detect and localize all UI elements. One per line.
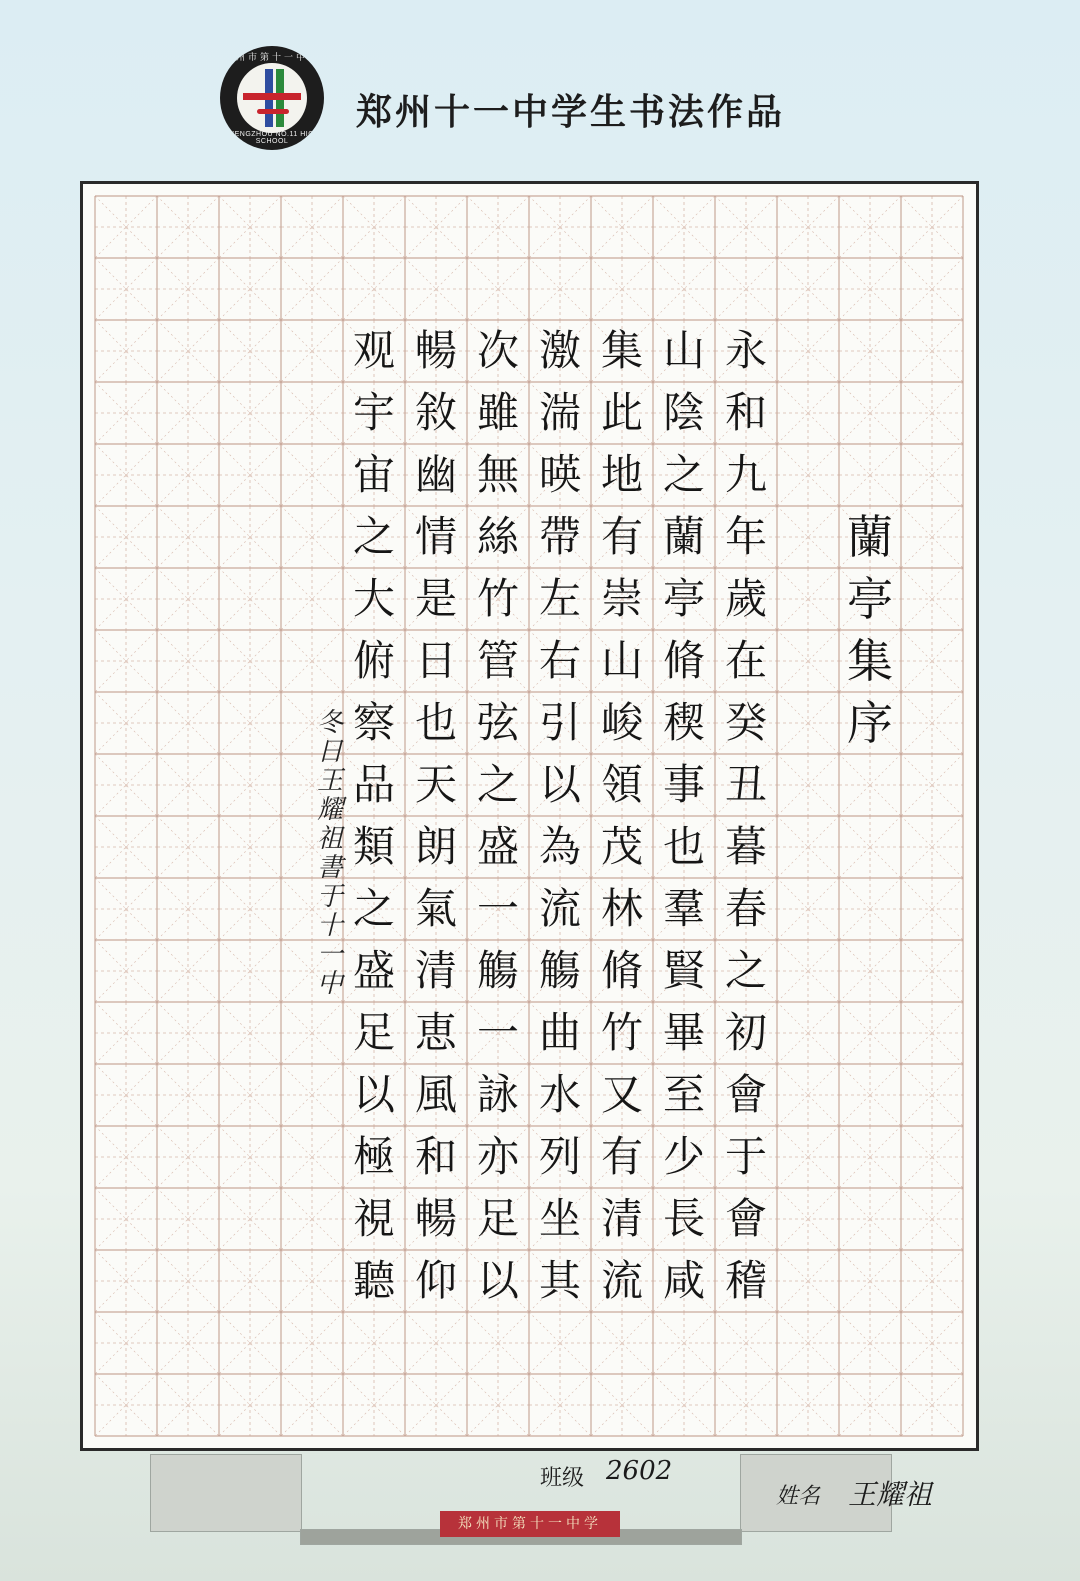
text-char: 列 — [538, 1132, 581, 1181]
gate-sign: 郑州市第十一中学 — [440, 1511, 620, 1537]
text-char: 會 — [724, 1070, 767, 1119]
text-char: 和 — [414, 1132, 457, 1181]
text-char: 永 — [724, 326, 767, 375]
text-char: 林 — [600, 884, 643, 933]
name-label: 姓名 — [776, 1484, 821, 1509]
text-char: 宙 — [352, 450, 395, 499]
text-char: 帶 — [538, 512, 581, 561]
text-char: 盛 — [476, 822, 519, 871]
text-char: 暢 — [414, 326, 457, 375]
logo-text-bottom: ZHENGZHOU NO.11 HIGH SCHOOL — [224, 131, 320, 145]
signature-char: 耀 — [316, 795, 343, 825]
calligraphy-sheet — [80, 181, 979, 1451]
text-char: 類 — [352, 822, 395, 871]
class-value: 2602 — [606, 1456, 673, 1486]
text-char: 癸 — [724, 698, 767, 747]
text-char: 竹 — [600, 1008, 643, 1057]
text-char: 管 — [476, 636, 519, 685]
text-char: 恵 — [414, 1008, 457, 1057]
title-char: 蘭 — [847, 510, 893, 564]
text-char: 也 — [662, 822, 705, 871]
text-char: 于 — [724, 1132, 767, 1181]
text-char: 品 — [352, 760, 395, 809]
school-logo — [220, 46, 324, 150]
text-char: 仰 — [414, 1256, 457, 1305]
text-char: 之 — [724, 946, 767, 995]
text-char: 有 — [600, 512, 643, 561]
signature-char: 一 — [316, 940, 343, 970]
text-char: 稧 — [662, 698, 705, 747]
text-char: 也 — [414, 698, 457, 747]
text-char: 在 — [724, 636, 767, 685]
text-char: 察 — [352, 698, 395, 747]
text-char: 足 — [476, 1194, 519, 1243]
text-char: 稽 — [724, 1256, 767, 1305]
text-char: 詠 — [476, 1070, 519, 1119]
text-char: 年 — [724, 512, 767, 561]
text-char: 山 — [662, 326, 705, 375]
text-char: 以 — [476, 1256, 519, 1305]
text-char: 俯 — [352, 636, 395, 685]
text-char: 崇 — [600, 574, 643, 623]
name-value: 王耀祖 — [848, 1478, 933, 1511]
text-char: 亭 — [662, 574, 705, 623]
text-char: 以 — [352, 1070, 395, 1119]
class-label: 班级 — [540, 1466, 585, 1491]
text-char: 幽 — [414, 450, 457, 499]
text-char: 峻 — [600, 698, 643, 747]
text-char: 水 — [538, 1070, 581, 1119]
signature-char: 冬 — [316, 708, 343, 738]
text-char: 以 — [538, 760, 581, 809]
text-char: 引 — [538, 698, 581, 747]
text-char: 日 — [414, 636, 457, 685]
text-char: 是 — [414, 574, 457, 623]
page-title: 郑州十一中学生书法作品 — [356, 91, 786, 133]
text-char: 湍 — [538, 388, 581, 437]
title-char: 序 — [847, 696, 893, 750]
text-char: 清 — [600, 1194, 643, 1243]
text-char: 敘 — [414, 388, 457, 437]
text-char: 賢 — [662, 946, 705, 995]
text-char: 極 — [352, 1132, 395, 1181]
text-char: 朗 — [414, 822, 457, 871]
text-char: 丑 — [724, 760, 767, 809]
text-char: 脩 — [662, 636, 705, 685]
text-char: 羣 — [662, 884, 705, 933]
text-char: 初 — [724, 1008, 767, 1057]
text-char: 之 — [662, 450, 705, 499]
text-char: 激 — [538, 326, 581, 375]
text-char: 暢 — [414, 1194, 457, 1243]
text-char: 又 — [600, 1070, 643, 1119]
signature-char: 十 — [316, 911, 343, 941]
text-char: 脩 — [600, 946, 643, 995]
signature-char: 中 — [316, 969, 343, 999]
text-char: 盛 — [352, 946, 395, 995]
text-char: 之 — [352, 512, 395, 561]
text-char: 一 — [476, 884, 519, 933]
text-char: 亦 — [476, 1132, 519, 1181]
text-char: 地 — [600, 450, 643, 499]
text-char: 清 — [414, 946, 457, 995]
footer — [0, 1451, 1080, 1581]
text-char: 長 — [662, 1194, 705, 1243]
text-char: 風 — [414, 1070, 457, 1119]
text-char: 春 — [724, 884, 767, 933]
text-char: 和 — [724, 388, 767, 437]
text-char: 畢 — [662, 1008, 705, 1057]
text-char: 暎 — [538, 450, 581, 499]
logo-text-top: 郑州市第十一中学 — [223, 52, 320, 62]
text-char: 坐 — [538, 1194, 581, 1243]
text-char: 蘭 — [662, 512, 705, 561]
text-char: 弦 — [476, 698, 519, 747]
text-char: 會 — [724, 1194, 767, 1243]
text-char: 視 — [352, 1194, 395, 1243]
text-char: 茂 — [600, 822, 643, 871]
text-char: 少 — [662, 1132, 705, 1181]
title-char: 集 — [847, 634, 893, 688]
text-char: 此 — [600, 388, 643, 437]
text-char: 暮 — [724, 822, 767, 871]
text-char: 九 — [724, 450, 767, 499]
text-char: 有 — [600, 1132, 643, 1181]
text-char: 為 — [538, 822, 581, 871]
signature-char: 王 — [316, 766, 343, 796]
text-char: 山 — [600, 636, 643, 685]
text-char: 氣 — [414, 884, 457, 933]
signature-char: 于 — [316, 882, 343, 912]
signature-char: 書 — [316, 853, 343, 883]
text-char: 之 — [476, 760, 519, 809]
text-char: 观 — [352, 326, 395, 375]
text-char: 足 — [352, 1008, 395, 1057]
footer-building-left — [150, 1454, 302, 1532]
text-char: 曲 — [538, 1008, 581, 1057]
text-char: 事 — [662, 760, 705, 809]
text-char: 其 — [538, 1256, 581, 1305]
text-char: 之 — [352, 884, 395, 933]
signature-column — [313, 709, 347, 999]
text-char: 無 — [476, 450, 519, 499]
text-char: 絲 — [476, 512, 519, 561]
title-char: 亭 — [847, 572, 893, 626]
signature-char: 日 — [316, 737, 343, 767]
text-char: 咸 — [662, 1256, 705, 1305]
text-char: 宇 — [352, 388, 395, 437]
text-char: 大 — [352, 574, 395, 623]
text-char: 右 — [538, 636, 581, 685]
text-char: 天 — [414, 760, 457, 809]
text-char: 觴 — [538, 946, 581, 995]
text-char: 領 — [600, 760, 643, 809]
text-char: 次 — [476, 326, 519, 375]
signature-char: 祖 — [316, 824, 343, 854]
header — [0, 0, 1080, 180]
text-char: 觴 — [476, 946, 519, 995]
text-char: 至 — [662, 1070, 705, 1119]
text-char: 一 — [476, 1008, 519, 1057]
text-char: 陰 — [662, 388, 705, 437]
text-char: 流 — [600, 1256, 643, 1305]
logo-emblem — [237, 63, 307, 133]
text-char: 流 — [538, 884, 581, 933]
text-char: 竹 — [476, 574, 519, 623]
text-char: 集 — [600, 326, 643, 375]
text-char: 聽 — [352, 1256, 395, 1305]
text-char: 情 — [414, 512, 457, 561]
text-char: 左 — [538, 574, 581, 623]
text-char: 歲 — [724, 574, 767, 623]
text-char: 雖 — [476, 388, 519, 437]
